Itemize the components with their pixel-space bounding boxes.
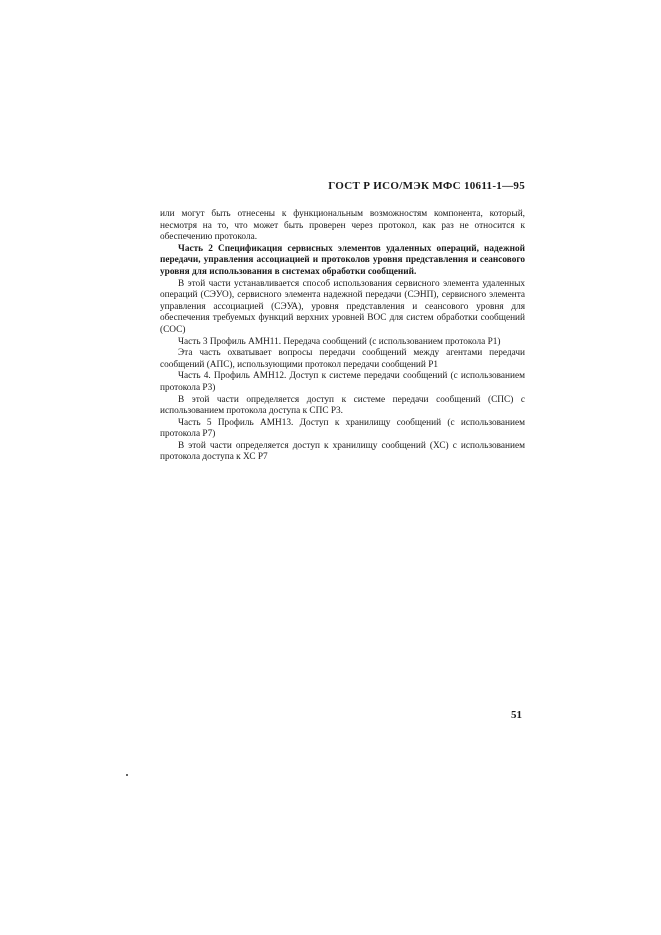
scan-speck xyxy=(126,774,128,776)
page-number: 51 xyxy=(511,709,522,721)
paragraph-part-4-title: Часть 4. Профиль АМН12. Доступ к системе передачи сообщений (с использованием протокола Р3) xyxy=(160,371,525,393)
paragraph-part-5-title: Часть 5 Профиль АМН13. Доступ к хранилищу сообщений (с использованием протокола Р7) xyxy=(160,417,525,440)
paragraph: В этой части устанавливается способ использования сервисного элемента удаленных операций (СЭУО), сервисного элемента надежной передачи (СЭНП), сервисного элемента управления ассоциацией (СЭУА), уровня представления и сеансового уровня для обеспечения требуемых функций верхних уровней ВОС для систем обработки сообщений (СОС) xyxy=(160,278,525,335)
paragraph: В этой части определяется доступ к хранилищу сообщений (ХС) с использованием протокола доступа к ХС Р7 xyxy=(160,440,525,463)
paragraph: В этой части определяется доступ к системе передачи сообщений (СПС) с использованием протокола доступа к СПС Р3. xyxy=(160,394,525,417)
paragraph-part-3-title: Часть 3 Профиль АМН11. Передача сообщений (с использованием протокола Р1) xyxy=(178,336,501,347)
paragraph: Эта часть охватывает вопросы передачи сообщений между агентами передачи сообщений (АПС), использующими протокол передачи сообщений Р1 xyxy=(160,348,525,370)
document-header: ГОСТ Р ИСО/МЭК МФС 10611-1—95 xyxy=(328,180,525,192)
paragraph: или могут быть отнесены к функциональным возможностям компонента, который, несмотря на то, что может быть проверен через протокол, как раз не относится к обеспечению протокола. xyxy=(160,209,525,243)
document-body xyxy=(160,209,525,464)
paragraph-part-2-title: Часть 2 Спецификация сервисных элементов удаленных операций, надежной передачи, управления ассоциацией и протоколов уровня представления и сеансового уровня для использования в системах обработки сообщений. xyxy=(160,243,525,277)
